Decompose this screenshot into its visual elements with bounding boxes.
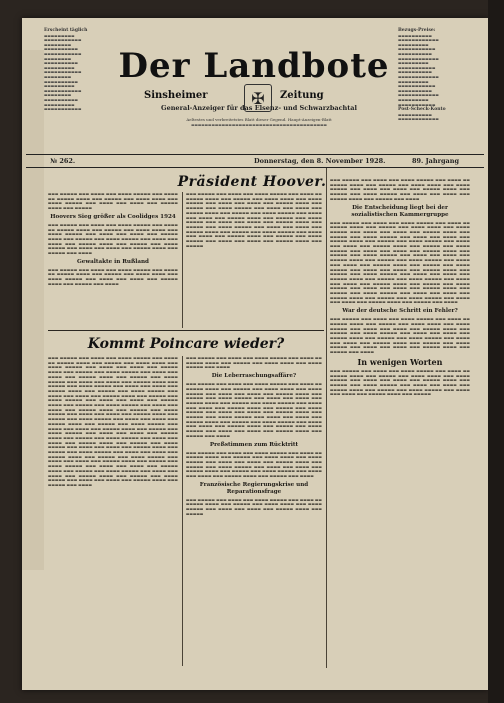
masthead-left-box: Erscheint täglich ▬▬▬▬▬▬▬▬▬ ▬▬▬▬▬▬▬▬▬▬▬ ▬▬▬▬▬▬▬▬ ▬▬▬▬▬▬▬▬▬▬ ▬▬▬▬▬▬▬▬▬▬▬ ▬▬▬▬▬▬▬▬ ▬▬▬▬▬▬▬▬▬▬ ▬▬▬▬▬▬▬▬▬ ▬▬▬▬▬▬▬▬▬▬▬ ▬▬▬▬▬▬▬▬ ▬▬▬▬▬▬▬▬▬▬ ▬▬▬▬▬▬▬▬▬ ▬▬▬▬▬▬▬▬▬▬▬ ▬▬▬▬▬▬▬▬ ▬▬▬▬▬▬▬▬▬▬ ▬▬▬▬▬▬▬▬▬ ▬▬▬▬▬▬▬▬▬▬▬	[44, 28, 88, 112]
article-text: ▬▬▬ ▬▬▬▬▬ ▬▬▬ ▬▬▬▬ ▬▬▬ ▬▬▬▬ ▬▬▬▬▬ ▬▬▬ ▬▬▬▬ ▬▬ ▬▬▬▬▬ ▬▬▬▬ ▬▬▬ ▬▬▬▬▬ ▬▬▬ ▬▬▬▬ ▬▬▬▬ ▬▬▬ ▬▬▬▬ ▬▬▬▬▬ ▬▬▬ ▬▬▬▬ ▬▬▬ ▬▬▬▬ ▬▬▬ ▬▬▬▬▬ ▬▬▬▬ ▬▬▬ ▬▬▬▬▬	[48, 192, 178, 211]
newspaper-page	[22, 18, 488, 690]
subhead: War der deutsche Schritt ein Fehler?	[342, 308, 458, 315]
article-text: ▬▬▬ ▬▬▬▬▬ ▬▬▬ ▬▬▬▬ ▬▬▬ ▬▬▬▬ ▬▬▬▬▬ ▬▬▬ ▬▬▬▬ ▬▬ ▬▬▬▬▬ ▬▬▬▬ ▬▬▬ ▬▬▬▬▬ ▬▬▬ ▬▬▬▬ ▬▬▬▬ ▬▬▬ ▬▬▬▬ ▬▬▬▬▬ ▬▬▬ ▬▬▬▬	[186, 356, 322, 370]
column-1-bottom	[48, 356, 178, 488]
section-rule	[48, 330, 324, 331]
article-text: ▬▬▬ ▬▬▬▬▬ ▬▬▬ ▬▬▬▬ ▬▬▬ ▬▬▬▬ ▬▬▬▬▬ ▬▬▬ ▬▬▬▬ ▬▬ ▬▬▬▬▬ ▬▬▬▬ ▬▬▬ ▬▬▬▬▬ ▬▬▬ ▬▬▬▬ ▬▬▬▬ ▬▬▬ ▬▬▬▬ ▬▬▬▬▬ ▬▬▬ ▬▬▬▬ ▬▬▬ ▬▬▬▬ ▬▬▬ ▬▬▬▬▬ ▬▬▬▬ ▬▬▬ ▬▬▬▬▬ ▬▬▬ ▬▬▬▬ ▬▬▬▬▬ ▬▬▬ ▬▬▬▬ ▬▬▬ ▬▬▬▬ ▬▬▬ ▬▬▬▬▬ ▬▬▬▬ ▬▬▬ ▬▬▬▬▬ ▬▬▬ ▬▬▬▬ ▬▬▬▬▬ ▬▬▬ ▬▬▬▬ ▬▬▬ ▬▬▬▬ ▬▬▬ ▬▬▬▬▬ ▬▬▬▬ ▬▬▬ ▬▬▬▬▬ ▬▬▬ ▬▬▬▬ ▬▬▬▬▬ ▬▬▬ ▬▬▬▬ ▬▬▬ ▬▬▬▬ ▬▬▬ ▬▬▬▬▬ ▬▬▬▬ ▬▬▬ ▬▬▬▬▬ ▬▬▬ ▬▬▬▬	[330, 317, 470, 355]
subhead: In wenigen Worten	[357, 356, 443, 367]
page-edge-shadow	[488, 0, 504, 703]
article-text: ▬▬▬ ▬▬▬▬▬ ▬▬▬ ▬▬▬▬ ▬▬▬ ▬▬▬▬ ▬▬▬▬▬ ▬▬▬ ▬▬▬▬ ▬▬ ▬▬▬▬▬ ▬▬▬▬ ▬▬▬ ▬▬▬▬▬ ▬▬▬ ▬▬▬▬ ▬▬▬▬ ▬▬▬ ▬▬▬▬ ▬▬▬▬▬ ▬▬▬ ▬▬▬▬ ▬▬▬ ▬▬▬▬ ▬▬▬ ▬▬▬▬▬ ▬▬▬▬ ▬▬▬ ▬▬▬▬▬ ▬▬▬ ▬▬▬▬ ▬▬▬▬▬ ▬▬▬ ▬▬▬▬ ▬▬▬ ▬▬▬▬ ▬▬▬ ▬▬▬▬▬ ▬▬▬▬ ▬▬▬ ▬▬▬▬▬ ▬▬▬ ▬▬▬▬	[330, 178, 470, 201]
subhead: Preßstimmen zum Rücktritt	[209, 441, 299, 448]
article-text: ▬▬▬ ▬▬▬▬▬ ▬▬▬ ▬▬▬▬ ▬▬▬ ▬▬▬▬ ▬▬▬▬▬ ▬▬▬ ▬▬▬▬ ▬▬ ▬▬▬▬▬ ▬▬▬▬ ▬▬▬ ▬▬▬▬▬ ▬▬▬ ▬▬▬▬ ▬▬▬▬ ▬▬▬ ▬▬▬▬ ▬▬▬▬▬ ▬▬▬ ▬▬▬▬ ▬▬▬ ▬▬▬▬ ▬▬▬ ▬▬▬▬▬ ▬▬▬▬ ▬▬▬ ▬▬▬▬▬ ▬▬▬ ▬▬▬▬ ▬▬▬▬▬ ▬▬▬ ▬▬▬▬ ▬▬▬ ▬▬▬▬ ▬▬▬ ▬▬▬▬▬ ▬▬▬▬ ▬▬▬ ▬▬▬▬▬ ▬▬▬ ▬▬▬▬ ▬▬▬▬▬ ▬▬▬ ▬▬▬▬ ▬▬▬ ▬▬▬▬ ▬▬▬ ▬▬▬▬▬ ▬▬▬▬ ▬▬▬ ▬▬▬▬▬	[330, 368, 470, 397]
column-divider	[182, 192, 183, 328]
issue-date: Donnerstag, den 8. November 1928.	[254, 157, 386, 165]
column-1-top	[48, 192, 178, 287]
subhead: Die Entscheidung liegt bei der sozialistischen Kammergruppe	[351, 204, 449, 218]
subline: Aeltestes und verbreitetstes Blatt dieser Gegend. Haupt-Anzeigen-Blatt	[186, 117, 332, 122]
article-text: ▬▬▬ ▬▬▬▬▬ ▬▬▬ ▬▬▬▬ ▬▬▬ ▬▬▬▬ ▬▬▬▬▬ ▬▬▬ ▬▬▬▬ ▬▬ ▬▬▬▬▬ ▬▬▬▬ ▬▬▬ ▬▬▬▬▬ ▬▬▬ ▬▬▬▬ ▬▬▬▬ ▬▬▬ ▬▬▬▬ ▬▬▬▬▬ ▬▬▬ ▬▬▬▬ ▬▬▬ ▬▬▬▬ ▬▬▬ ▬▬▬▬▬ ▬▬▬▬ ▬▬▬ ▬▬▬▬▬ ▬▬▬ ▬▬▬▬ ▬▬▬▬▬ ▬▬▬ ▬▬▬▬ ▬▬▬ ▬▬▬▬ ▬▬▬ ▬▬▬▬▬ ▬▬▬▬ ▬▬▬ ▬▬▬▬▬ ▬▬▬ ▬▬▬▬ ▬▬▬▬▬ ▬▬▬ ▬▬▬▬ ▬▬▬ ▬▬▬▬ ▬▬▬ ▬▬▬▬▬ ▬▬▬▬ ▬▬▬ ▬▬▬▬▬ ▬▬▬ ▬▬▬▬	[186, 450, 322, 479]
article-text: ▬▬▬ ▬▬▬▬▬ ▬▬▬ ▬▬▬▬ ▬▬▬ ▬▬▬▬ ▬▬▬▬▬ ▬▬▬ ▬▬▬▬ ▬▬ ▬▬▬▬▬ ▬▬▬▬ ▬▬▬ ▬▬▬▬▬ ▬▬▬ ▬▬▬▬ ▬▬▬▬ ▬▬▬ ▬▬▬▬ ▬▬▬▬▬ ▬▬▬ ▬▬▬▬ ▬▬▬ ▬▬▬▬ ▬▬▬ ▬▬▬▬▬ ▬▬▬▬ ▬▬▬ ▬▬▬▬▬ ▬▬▬ ▬▬▬▬ ▬▬▬▬▬ ▬▬▬ ▬▬▬▬ ▬▬▬ ▬▬▬▬ ▬▬▬ ▬▬▬▬▬ ▬▬▬▬ ▬▬▬ ▬▬▬▬▬ ▬▬▬ ▬▬▬▬ ▬▬▬▬▬ ▬▬▬ ▬▬▬▬ ▬▬▬ ▬▬▬▬ ▬▬▬ ▬▬▬▬▬ ▬▬▬▬ ▬▬▬ ▬▬▬▬▬ ▬▬▬ ▬▬▬▬ ▬▬▬▬▬ ▬▬▬ ▬▬▬▬ ▬▬▬ ▬▬▬▬ ▬▬▬ ▬▬▬▬▬ ▬▬▬▬ ▬▬▬ ▬▬▬▬▬ ▬▬▬ ▬▬▬▬ ▬▬▬▬▬ ▬▬▬ ▬▬▬▬ ▬▬▬ ▬▬▬▬ ▬▬▬ ▬▬▬▬▬ ▬▬▬▬ ▬▬▬ ▬▬▬▬▬ ▬▬▬ ▬▬▬▬ ▬▬▬▬▬ ▬▬▬ ▬▬▬▬ ▬▬▬ ▬▬▬▬ ▬▬▬ ▬▬▬▬▬ ▬▬▬▬ ▬▬▬ ▬▬▬▬▬ ▬▬▬ ▬▬▬▬ ▬▬▬▬▬ ▬▬▬ ▬▬▬▬ ▬▬▬ ▬▬▬▬ ▬▬▬ ▬▬▬▬▬ ▬▬▬▬ ▬▬▬ ▬▬▬▬▬ ▬▬▬ ▬▬▬▬	[186, 382, 322, 438]
article-text: ▬▬▬ ▬▬▬▬▬ ▬▬▬ ▬▬▬▬ ▬▬▬ ▬▬▬▬ ▬▬▬▬▬ ▬▬▬ ▬▬▬▬ ▬▬ ▬▬▬▬▬ ▬▬▬▬ ▬▬▬ ▬▬▬▬▬ ▬▬▬ ▬▬▬▬ ▬▬▬▬ ▬▬▬ ▬▬▬▬ ▬▬▬▬▬ ▬▬▬ ▬▬▬▬ ▬▬▬ ▬▬▬▬ ▬▬▬ ▬▬▬▬▬ ▬▬▬▬ ▬▬▬ ▬▬▬▬▬	[186, 497, 322, 516]
masthead-right-box: Bezugs-Preise: ▬▬▬▬▬▬▬▬▬▬ ▬▬▬▬▬▬▬▬▬▬▬▬ ▬▬▬▬▬▬▬▬▬ ▬▬▬▬▬▬▬▬▬▬▬ ▬▬▬▬▬▬▬▬▬▬ ▬▬▬▬▬▬▬▬▬▬▬▬ ▬▬▬▬▬▬▬▬▬ ▬▬▬▬▬▬▬▬▬▬▬ ▬▬▬▬▬▬▬▬▬▬ ▬▬▬▬▬▬▬▬▬▬▬▬ ▬▬▬▬▬▬▬▬▬ ▬▬▬▬▬▬▬▬▬▬▬ ▬▬▬▬▬▬▬▬▬▬ ▬▬▬▬▬▬▬▬▬▬▬▬ ▬▬▬▬▬▬▬▬▬ ▬▬▬▬▬▬▬▬▬▬▬ Post-Scheck-Konto ▬▬▬▬▬▬▬▬▬▬ ▬▬▬▬▬▬▬▬▬▬▬▬	[398, 28, 446, 122]
subhead: Hoovers Sieg größer als Coolidges 1924	[50, 213, 176, 220]
article-text: ▬▬▬ ▬▬▬▬▬ ▬▬▬ ▬▬▬▬ ▬▬▬ ▬▬▬▬ ▬▬▬▬▬ ▬▬▬ ▬▬▬▬ ▬▬ ▬▬▬▬▬ ▬▬▬▬ ▬▬▬ ▬▬▬▬▬ ▬▬▬ ▬▬▬▬ ▬▬▬▬ ▬▬▬ ▬▬▬▬ ▬▬▬▬▬ ▬▬▬ ▬▬▬▬ ▬▬▬ ▬▬▬▬ ▬▬▬ ▬▬▬▬▬ ▬▬▬▬ ▬▬▬ ▬▬▬▬▬ ▬▬▬ ▬▬▬▬ ▬▬▬▬▬ ▬▬▬ ▬▬▬▬ ▬▬▬ ▬▬▬▬ ▬▬▬ ▬▬▬▬▬ ▬▬▬▬ ▬▬▬ ▬▬▬▬▬ ▬▬▬ ▬▬▬▬ ▬▬▬▬▬ ▬▬▬ ▬▬▬▬ ▬▬▬ ▬▬▬▬ ▬▬▬ ▬▬▬▬▬ ▬▬▬▬ ▬▬▬ ▬▬▬▬▬ ▬▬▬ ▬▬▬▬ ▬▬▬▬▬ ▬▬▬ ▬▬▬▬ ▬▬▬ ▬▬▬▬ ▬▬▬ ▬▬▬▬▬ ▬▬▬▬ ▬▬▬ ▬▬▬▬▬ ▬▬▬ ▬▬▬▬ ▬▬▬▬▬ ▬▬▬ ▬▬▬▬ ▬▬▬ ▬▬▬▬ ▬▬▬ ▬▬▬▬▬ ▬▬▬▬ ▬▬▬ ▬▬▬▬▬ ▬▬▬ ▬▬▬▬ ▬▬▬▬▬ ▬▬▬ ▬▬▬▬ ▬▬▬ ▬▬▬▬ ▬▬▬ ▬▬▬▬▬ ▬▬▬▬ ▬▬▬ ▬▬▬▬▬ ▬▬▬ ▬▬▬▬ ▬▬▬▬▬ ▬▬▬ ▬▬▬▬ ▬▬▬ ▬▬▬▬ ▬▬▬ ▬▬▬▬▬ ▬▬▬▬ ▬▬▬ ▬▬▬▬▬	[186, 192, 322, 248]
subhead: Gewaltakte in Rußland	[77, 258, 149, 265]
column-2-bottom	[186, 356, 322, 517]
subhead: Die Leberraschungsaffäre?	[211, 373, 297, 380]
newspaper-title: Der Landbote	[118, 46, 390, 86]
article-text: ▬▬▬ ▬▬▬▬▬ ▬▬▬ ▬▬▬▬ ▬▬▬ ▬▬▬▬ ▬▬▬▬▬ ▬▬▬ ▬▬▬▬ ▬▬ ▬▬▬▬▬ ▬▬▬▬ ▬▬▬ ▬▬▬▬▬ ▬▬▬ ▬▬▬▬ ▬▬▬▬ ▬▬▬ ▬▬▬▬ ▬▬▬▬▬ ▬▬▬ ▬▬▬▬ ▬▬▬ ▬▬▬▬ ▬▬▬ ▬▬▬▬▬ ▬▬▬▬ ▬▬▬ ▬▬▬▬▬ ▬▬▬ ▬▬▬▬ ▬▬▬▬▬ ▬▬▬ ▬▬▬▬ ▬▬▬ ▬▬▬▬ ▬▬▬ ▬▬▬▬▬ ▬▬▬▬ ▬▬▬ ▬▬▬▬▬ ▬▬▬ ▬▬▬▬ ▬▬▬▬▬ ▬▬▬ ▬▬▬▬ ▬▬▬ ▬▬▬▬ ▬▬▬ ▬▬▬▬▬ ▬▬▬▬ ▬▬▬ ▬▬▬▬▬ ▬▬▬ ▬▬▬▬	[48, 222, 178, 256]
masthead	[26, 24, 484, 152]
dateline-bar	[26, 154, 484, 168]
article-text: ▬▬▬ ▬▬▬▬▬ ▬▬▬ ▬▬▬▬ ▬▬▬ ▬▬▬▬ ▬▬▬▬▬ ▬▬▬ ▬▬▬▬ ▬▬ ▬▬▬▬▬ ▬▬▬▬ ▬▬▬ ▬▬▬▬▬ ▬▬▬ ▬▬▬▬ ▬▬▬▬ ▬▬▬ ▬▬▬▬ ▬▬▬▬▬ ▬▬▬ ▬▬▬▬ ▬▬▬ ▬▬▬▬ ▬▬▬ ▬▬▬▬▬ ▬▬▬▬ ▬▬▬ ▬▬▬▬▬ ▬▬▬ ▬▬▬▬ ▬▬▬▬▬ ▬▬▬ ▬▬▬▬ ▬▬▬ ▬▬▬▬ ▬▬▬ ▬▬▬▬▬ ▬▬▬▬ ▬▬▬ ▬▬▬▬▬ ▬▬▬ ▬▬▬▬ ▬▬▬▬▬ ▬▬▬ ▬▬▬▬ ▬▬▬ ▬▬▬▬ ▬▬▬ ▬▬▬▬▬ ▬▬▬▬ ▬▬▬ ▬▬▬▬▬ ▬▬▬ ▬▬▬▬ ▬▬▬▬▬ ▬▬▬ ▬▬▬▬ ▬▬▬ ▬▬▬▬ ▬▬▬ ▬▬▬▬▬ ▬▬▬▬ ▬▬▬ ▬▬▬▬▬ ▬▬▬ ▬▬▬▬ ▬▬▬▬▬ ▬▬▬ ▬▬▬▬ ▬▬▬ ▬▬▬▬ ▬▬▬ ▬▬▬▬▬ ▬▬▬▬ ▬▬▬ ▬▬▬▬▬ ▬▬▬ ▬▬▬▬ ▬▬▬▬▬ ▬▬▬ ▬▬▬▬ ▬▬▬ ▬▬▬▬ ▬▬▬ ▬▬▬▬▬ ▬▬▬▬ ▬▬▬ ▬▬▬▬▬ ▬▬▬ ▬▬▬▬ ▬▬▬▬▬ ▬▬▬ ▬▬▬▬ ▬▬▬ ▬▬▬▬ ▬▬▬ ▬▬▬▬▬ ▬▬▬▬ ▬▬▬ ▬▬▬▬▬ ▬▬▬ ▬▬▬▬ ▬▬▬▬▬ ▬▬▬ ▬▬▬▬ ▬▬▬ ▬▬▬▬ ▬▬▬ ▬▬▬▬▬ ▬▬▬▬ ▬▬▬ ▬▬▬▬▬ ▬▬▬ ▬▬▬▬ ▬▬▬▬▬ ▬▬▬ ▬▬▬▬ ▬▬▬ ▬▬▬▬ ▬▬▬ ▬▬▬▬▬ ▬▬▬▬ ▬▬▬ ▬▬▬▬▬ ▬▬▬ ▬▬▬▬ ▬▬▬▬▬ ▬▬▬ ▬▬▬▬ ▬▬▬ ▬▬▬▬ ▬▬▬ ▬▬▬▬▬ ▬▬▬▬ ▬▬▬ ▬▬▬▬▬ ▬▬▬ ▬▬▬▬ ▬▬▬▬▬ ▬▬▬ ▬▬▬▬ ▬▬▬ ▬▬▬▬ ▬▬▬ ▬▬▬▬▬ ▬▬▬▬ ▬▬▬ ▬▬▬▬▬ ▬▬▬ ▬▬▬▬ ▬▬▬▬▬ ▬▬▬ ▬▬▬▬ ▬▬▬ ▬▬▬▬ ▬▬▬ ▬▬▬▬▬ ▬▬▬▬ ▬▬▬ ▬▬▬▬▬ ▬▬▬ ▬▬▬▬ ▬▬▬▬▬ ▬▬▬ ▬▬▬▬ ▬▬▬ ▬▬▬▬ ▬▬▬ ▬▬▬▬▬ ▬▬▬▬ ▬▬▬ ▬▬▬▬▬ ▬▬▬ ▬▬▬▬ ▬▬▬▬▬ ▬▬▬ ▬▬▬▬ ▬▬▬ ▬▬▬▬ ▬▬▬ ▬▬▬▬▬ ▬▬▬▬ ▬▬▬ ▬▬▬▬▬ ▬▬▬ ▬▬▬▬ ▬▬▬▬▬ ▬▬▬ ▬▬▬▬ ▬▬▬ ▬▬▬▬ ▬▬▬ ▬▬▬▬▬ ▬▬▬▬ ▬▬▬ ▬▬▬▬▬ ▬▬▬ ▬▬▬▬ ▬▬▬▬▬ ▬▬▬ ▬▬▬▬ ▬▬▬ ▬▬▬▬ ▬▬▬ ▬▬▬▬▬ ▬▬▬▬ ▬▬▬ ▬▬▬▬▬ ▬▬▬ ▬▬▬▬ ▬▬▬▬▬ ▬▬▬ ▬▬▬▬ ▬▬▬ ▬▬▬▬ ▬▬▬ ▬▬▬▬▬ ▬▬▬▬ ▬▬▬ ▬▬▬▬▬ ▬▬▬ ▬▬▬▬ ▬▬▬▬▬ ▬▬▬ ▬▬▬▬ ▬▬▬ ▬▬▬▬ ▬▬▬ ▬▬▬▬▬ ▬▬▬▬ ▬▬▬ ▬▬▬▬▬ ▬▬▬ ▬▬▬▬	[48, 356, 178, 487]
issue-number: № 262.	[50, 157, 76, 165]
title-sub-left: Sinsheimer	[144, 90, 208, 101]
publisher-line: ▬▬▬▬▬▬▬▬▬▬▬▬▬▬▬▬▬▬▬▬▬▬▬▬▬▬▬▬▬▬▬▬▬▬▬▬▬▬▬▬	[191, 123, 327, 127]
column-2-top	[186, 192, 322, 248]
second-headline: Kommt Poincare wieder?	[87, 336, 285, 352]
tagline: General-Anzeiger für das Elsenz- und Schwarzbachtal	[161, 104, 357, 112]
column-divider	[326, 168, 327, 668]
volume: 89. Jahrgang	[412, 157, 460, 165]
eagle-crest-icon: ✠	[244, 84, 272, 112]
subhead: Französische Regierungskrise und Reparationsfrage	[199, 481, 309, 495]
column-divider	[182, 356, 183, 666]
article-text: ▬▬▬ ▬▬▬▬▬ ▬▬▬ ▬▬▬▬ ▬▬▬ ▬▬▬▬ ▬▬▬▬▬ ▬▬▬ ▬▬▬▬ ▬▬ ▬▬▬▬▬ ▬▬▬▬ ▬▬▬ ▬▬▬▬▬ ▬▬▬ ▬▬▬▬ ▬▬▬▬ ▬▬▬ ▬▬▬▬ ▬▬▬▬▬ ▬▬▬ ▬▬▬▬ ▬▬▬ ▬▬▬▬ ▬▬▬ ▬▬▬▬▬ ▬▬▬▬ ▬▬▬ ▬▬▬▬▬ ▬▬▬ ▬▬▬▬ ▬▬▬▬▬ ▬▬▬ ▬▬▬▬ ▬▬▬ ▬▬▬▬ ▬▬▬ ▬▬▬▬▬ ▬▬▬▬ ▬▬▬ ▬▬▬▬▬ ▬▬▬ ▬▬▬▬ ▬▬▬▬▬ ▬▬▬ ▬▬▬▬ ▬▬▬ ▬▬▬▬ ▬▬▬ ▬▬▬▬▬ ▬▬▬▬ ▬▬▬ ▬▬▬▬▬ ▬▬▬ ▬▬▬▬ ▬▬▬▬▬ ▬▬▬ ▬▬▬▬ ▬▬▬ ▬▬▬▬ ▬▬▬ ▬▬▬▬▬ ▬▬▬▬ ▬▬▬ ▬▬▬▬▬ ▬▬▬ ▬▬▬▬ ▬▬▬▬▬ ▬▬▬ ▬▬▬▬ ▬▬▬ ▬▬▬▬ ▬▬▬ ▬▬▬▬▬ ▬▬▬▬ ▬▬▬ ▬▬▬▬▬ ▬▬▬ ▬▬▬▬ ▬▬▬▬▬ ▬▬▬ ▬▬▬▬ ▬▬▬ ▬▬▬▬ ▬▬▬ ▬▬▬▬▬ ▬▬▬▬ ▬▬▬ ▬▬▬▬▬ ▬▬▬ ▬▬▬▬ ▬▬▬▬▬ ▬▬▬ ▬▬▬▬ ▬▬▬ ▬▬▬▬ ▬▬▬ ▬▬▬▬▬ ▬▬▬▬ ▬▬▬ ▬▬▬▬▬ ▬▬▬ ▬▬▬▬ ▬▬▬▬▬ ▬▬▬ ▬▬▬▬ ▬▬▬ ▬▬▬▬ ▬▬▬ ▬▬▬▬▬ ▬▬▬▬ ▬▬▬ ▬▬▬▬▬ ▬▬▬ ▬▬▬▬ ▬▬▬▬▬ ▬▬▬ ▬▬▬▬ ▬▬▬ ▬▬▬▬ ▬▬▬ ▬▬▬▬▬ ▬▬▬▬ ▬▬▬ ▬▬▬▬▬ ▬▬▬ ▬▬▬▬ ▬▬▬▬▬ ▬▬▬ ▬▬▬▬ ▬▬▬ ▬▬▬▬ ▬▬▬ ▬▬▬▬▬ ▬▬▬▬ ▬▬▬ ▬▬▬▬▬ ▬▬▬ ▬▬▬▬ ▬▬▬▬▬ ▬▬▬ ▬▬▬▬ ▬▬▬ ▬▬▬▬ ▬▬▬ ▬▬▬▬▬ ▬▬▬▬ ▬▬▬ ▬▬▬▬▬ ▬▬▬ ▬▬▬▬ ▬▬▬▬▬ ▬▬▬ ▬▬▬▬ ▬▬▬ ▬▬▬▬ ▬▬▬ ▬▬▬▬▬ ▬▬▬▬ ▬▬▬ ▬▬▬▬▬ ▬▬▬ ▬▬▬▬	[330, 220, 470, 305]
article-text: ▬▬▬ ▬▬▬▬▬ ▬▬▬ ▬▬▬▬ ▬▬▬ ▬▬▬▬ ▬▬▬▬▬ ▬▬▬ ▬▬▬▬ ▬▬ ▬▬▬▬▬ ▬▬▬▬ ▬▬▬ ▬▬▬▬▬ ▬▬▬ ▬▬▬▬ ▬▬▬▬ ▬▬▬ ▬▬▬▬ ▬▬▬▬▬ ▬▬▬ ▬▬▬▬ ▬▬▬ ▬▬▬▬ ▬▬▬ ▬▬▬▬▬ ▬▬▬▬ ▬▬▬ ▬▬▬▬▬ ▬▬▬ ▬▬▬▬	[48, 267, 178, 286]
title-sub-right: Zeitung	[280, 90, 324, 101]
column-3	[330, 178, 470, 397]
main-headline: Präsident Hoover.	[177, 174, 327, 190]
